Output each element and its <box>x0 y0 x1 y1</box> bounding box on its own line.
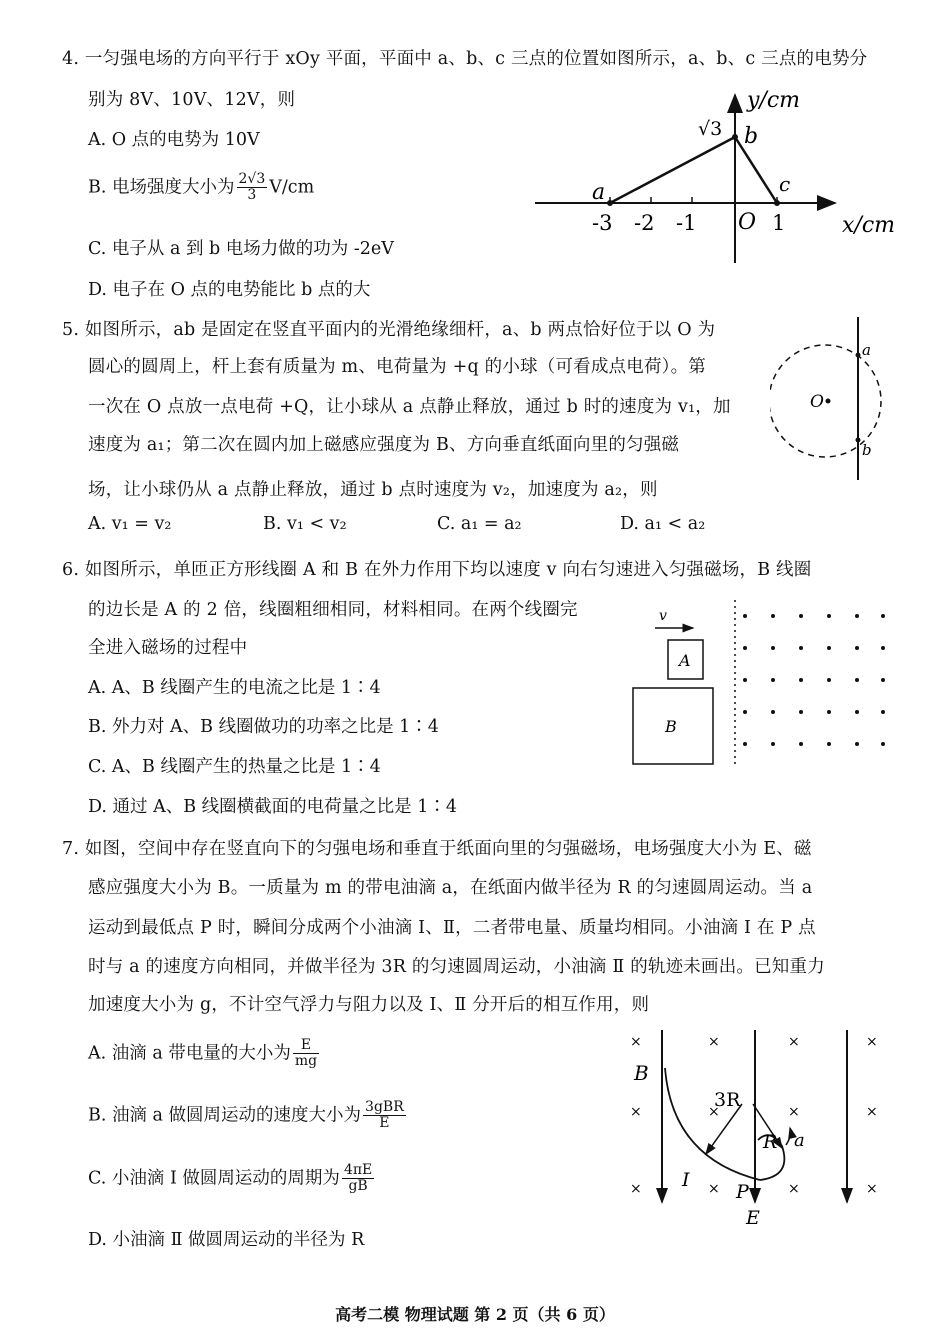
q7-option-b-numerator: 3gBR <box>365 1099 404 1115</box>
page-footer: 高考二模 物理试题 第 2 页（共 6 页） <box>335 1305 615 1324</box>
q6-option-d: D. 通过 A、B 线圈横截面的电荷量之比是 1∶4 <box>88 797 457 817</box>
e-field-label: E <box>746 1207 760 1228</box>
q7-field-trajectory-figure <box>620 1028 900 1228</box>
q6-option-c: C. A、B 线圈产生的热量之比是 1∶4 <box>88 757 381 777</box>
b-field-label: B <box>634 1061 649 1085</box>
q6-option-a: A. A、B 线圈产生的电流之比是 1∶4 <box>88 678 381 698</box>
q5-line3: 一次在 O 点放一点电荷 +Q，让小球从 a 点静止释放，通过 b 时的速度为 v₁，加 <box>88 397 731 417</box>
segment-ab <box>610 137 735 203</box>
q6-coils-field-figure <box>625 598 895 770</box>
y-axis-label: y/cm <box>747 88 801 113</box>
svg-text:×: × <box>708 1104 720 1120</box>
point-a-label: a <box>862 341 871 359</box>
q6-option-b: B. 外力对 A、B 线圈做功的功率之比是 1∶4 <box>88 717 439 737</box>
q7-option-c-numerator: 4πE <box>343 1162 373 1178</box>
q7-option-a <box>88 1038 321 1070</box>
q5-line5: 场，让小球仍从 a 点静止释放，通过 b 点时速度为 v₂，加速度为 a₂，则 <box>88 480 658 500</box>
q6-line3: 全进入磁场的过程中 <box>88 638 248 658</box>
q7-option-d: D. 小油滴 Ⅱ 做圆周运动的半径为 R <box>88 1230 365 1250</box>
q7-line3: 运动到最低点 P 时，瞬间分成两个小油滴 Ⅰ、Ⅱ，二者带电量、质量均相同。小油滴 Ⅰ 在 P 点 <box>88 918 816 938</box>
point-b-dot <box>732 134 738 140</box>
svg-text:×: × <box>630 1034 642 1050</box>
q7-option-b-denominator: E <box>379 1115 390 1132</box>
radius-3r-label: 3R <box>714 1089 741 1111</box>
svg-text:×: × <box>788 1104 800 1120</box>
x-axis-label: x/cm <box>842 213 896 238</box>
svg-text:×: × <box>708 1034 720 1050</box>
q5-circle-rod-figure <box>770 315 910 485</box>
q5-line2: 圆心的圆周上，杆上套有质量为 m、电荷量为 +q 的小球（可看成点电荷）。第 <box>88 357 706 377</box>
q7-option-c <box>88 1163 376 1195</box>
q5-line4: 速度为 a₁；第二次在圆内加上磁感应强度为 B、方向垂直纸面向里的匀强磁 <box>88 435 680 455</box>
q5-option-a: A. v₁ = v₂ <box>88 514 172 534</box>
q7-line5: 加速度大小为 g，不计空气浮力与阻力以及 Ⅰ、Ⅱ 分开后的相互作用，则 <box>88 995 650 1015</box>
q7-option-c-fraction <box>342 1163 374 1195</box>
q5-option-d: D. a₁ < a₂ <box>620 514 706 534</box>
q4-option-c: C. 电子从 a 到 b 电场力做的功为 -2eV <box>88 239 394 259</box>
tick-label-neg3: -3 <box>592 211 613 235</box>
point-a-label: a <box>592 180 606 205</box>
q6-line1: 6. 如图所示，单匝正方形线圈 A 和 B 在外力作用下均以速度 v 向右匀速进入匀强磁场，B 线圈 <box>62 560 812 580</box>
q4-option-b-denominator: 3 <box>247 187 257 204</box>
svg-text:×: × <box>630 1181 642 1197</box>
q7-option-a-denominator: mg <box>294 1053 318 1070</box>
magnetic-field-dots <box>743 614 885 746</box>
q4-option-b-unit: V/cm <box>269 177 315 198</box>
coil-a-label: A <box>679 651 691 670</box>
q7-option-a-numerator: E <box>293 1038 319 1054</box>
center-dot <box>826 399 831 404</box>
droplet-a-label: a <box>794 1130 805 1151</box>
svg-text:×: × <box>866 1104 878 1120</box>
q7-option-c-denominator: gB <box>348 1178 368 1195</box>
q4-option-b-fraction <box>237 172 268 204</box>
tick-label-1: 1 <box>772 211 786 235</box>
svg-text:×: × <box>866 1181 878 1197</box>
q7-line4: 时与 a 的速度方向相同，并做半径为 3R 的匀速圆周运动，小油滴 Ⅱ 的轨迹未画出。已知重力 <box>88 957 825 977</box>
q4-option-b-label: B. 电场强度大小为 <box>88 177 235 198</box>
q7-option-a-fraction <box>293 1038 319 1070</box>
q5-option-c: C. a₁ = a₂ <box>437 514 522 534</box>
svg-text:×: × <box>708 1181 720 1197</box>
center-label: O <box>810 392 824 412</box>
q7-line1: 7. 如图，空间中存在竖直向下的匀强电场和垂直于纸面向里的匀强磁场，电场强度大小为 E、磁 <box>62 839 812 859</box>
q4-option-b-numerator: 2√3 <box>238 171 266 187</box>
trajectory-3r <box>665 1068 760 1180</box>
coil-b-label: B <box>665 717 677 736</box>
point-a-dot <box>856 353 861 358</box>
q7-option-b <box>88 1100 408 1132</box>
q7-option-c-label: C. 小油滴 Ⅰ 做圆周运动的周期为 <box>88 1168 340 1189</box>
tick-label-neg1: -1 <box>676 211 697 235</box>
q4-stem-line1: 4. 一匀强电场的方向平行于 xOy 平面，平面中 a、b、c 三点的位置如图所示，a、b、c 三点的电势分 <box>62 49 868 69</box>
q4-coordinate-figure <box>530 85 910 270</box>
q7-line2: 感应强度大小为 B。一质量为 m 的带电油滴 a，在纸面内做半径为 R 的匀速圆周运动。当 a <box>88 878 813 898</box>
radius-r-label: R <box>763 1131 778 1153</box>
point-b-dot <box>856 438 861 443</box>
q6-line2: 的边长是 A 的 2 倍，线圈粗细相同，材料相同。在两个线圈完 <box>88 600 578 620</box>
svg-text:×: × <box>866 1034 878 1050</box>
svg-text:×: × <box>788 1181 800 1197</box>
point-p-label: P <box>736 1181 749 1203</box>
droplet-a-arrow <box>786 1128 791 1145</box>
point-b-label: b <box>744 124 759 149</box>
origin-label: O <box>738 210 757 235</box>
q4-option-a: A. O 点的电势为 10V <box>88 130 260 150</box>
magnetic-field-crosses <box>630 1034 878 1197</box>
point-c-label: c <box>779 172 791 196</box>
sqrt3-label: √3 <box>698 118 723 140</box>
q4-option-b <box>88 172 314 204</box>
q5-line1: 5. 如图所示，ab 是固定在竖直平面内的光滑绝缘细杆，a、b 两点恰好位于以 O 为 <box>62 320 716 340</box>
svg-text:×: × <box>788 1034 800 1050</box>
q7-option-b-fraction <box>363 1100 406 1132</box>
q7-option-b-label: B. 油滴 a 做圆周运动的速度大小为 <box>88 1105 362 1126</box>
q4-stem-line2: 别为 8V、10V、12V，则 <box>88 90 296 110</box>
point-b-label: b <box>862 441 872 459</box>
droplet-i-label: I <box>682 1169 690 1191</box>
velocity-label: v <box>659 608 667 624</box>
q5-option-b: B. v₁ < v₂ <box>263 514 347 534</box>
tick-label-neg2: -2 <box>634 211 655 235</box>
q4-option-d: D. 电子在 O 点的电势能比 b 点的大 <box>88 280 371 300</box>
svg-text:×: × <box>630 1104 642 1120</box>
q7-option-a-label: A. 油滴 a 带电量的大小为 <box>88 1043 291 1064</box>
